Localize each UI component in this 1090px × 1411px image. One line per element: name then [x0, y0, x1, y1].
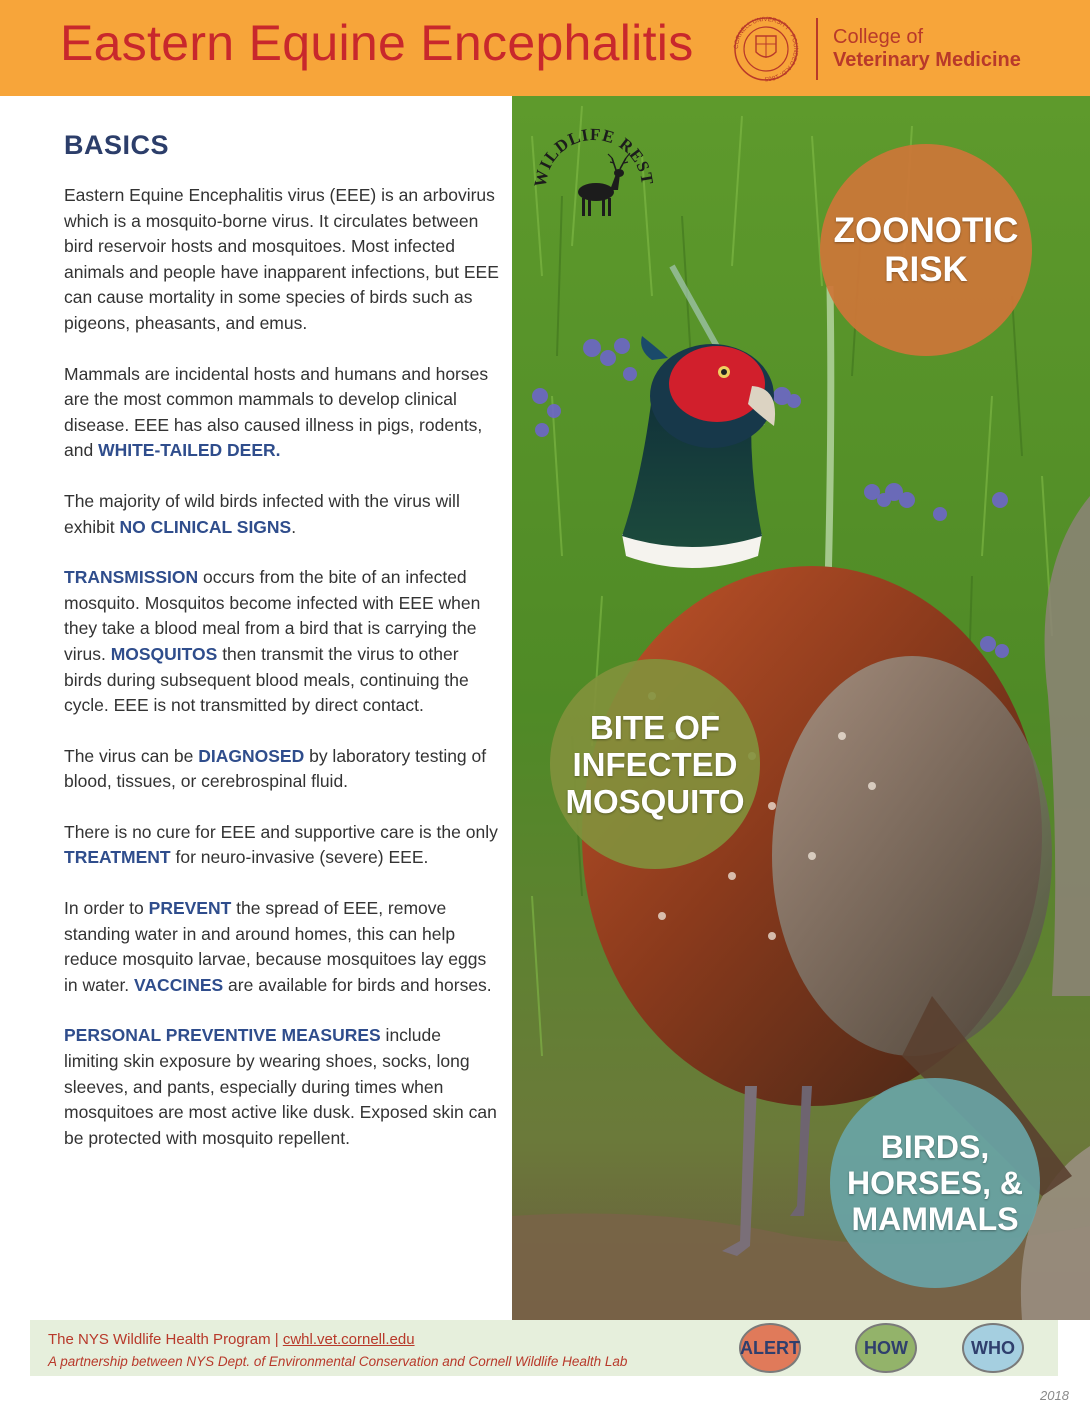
college-label: College of	[833, 26, 924, 48]
text-run: .	[291, 516, 297, 537]
header-divider	[816, 18, 818, 80]
paragraph-wild-birds	[64, 489, 500, 540]
badge-line: INFECTED	[572, 745, 738, 783]
affected-hosts-badge	[830, 1078, 1040, 1288]
badge-line: BIRDS,	[880, 1129, 990, 1165]
badge-line: MAMMALS	[851, 1201, 1019, 1237]
highlight-mosquitos: MOSQUITOS	[110, 643, 218, 664]
paragraph-overview: Eastern Equine Encephalitis virus (EEE) is an arbovirus which is a mosquito-borne virus. It circulates between bird reservoir hosts and mosquitoes. Most infected animals and people have inapparent infections, but EEE can cause mortality in some species of birds such as pigeons, pheasants, and emus.	[64, 185, 499, 333]
badge-line: MOSQUITO	[565, 782, 745, 820]
highlight-diagnosed: DIAGNOSED	[198, 745, 305, 766]
who-button[interactable]: WHO	[962, 1323, 1024, 1373]
paragraph-treatment	[64, 820, 500, 871]
text-run: The virus can be	[64, 745, 199, 766]
paragraph-transmission	[64, 565, 500, 719]
badge-line: ZOONOTIC	[833, 211, 1019, 250]
text-run: In order to	[64, 898, 149, 919]
paragraph-diagnosis	[64, 744, 500, 795]
zoonotic-risk-badge	[820, 144, 1032, 356]
badge-line: HORSES, &	[846, 1165, 1024, 1201]
badge-line: RISK	[884, 250, 968, 289]
cornell-seal-icon	[728, 16, 804, 82]
text-run: include limiting skin exposure by wearing shoes, socks, long sleeves, and pants, especially during times when mosquitoes are most active like dusk. Exposed skin can be protected with mosquito repellent.	[64, 1025, 497, 1148]
how-button[interactable]: HOW	[855, 1323, 917, 1373]
text-run: There is no cure for EEE and supportive care is the only	[64, 821, 498, 842]
text-run: Mammals are incidental hosts and humans and horses are the most common mammals to develop clinical disease. EEE has also caused illness in pigs, rodents, and	[64, 363, 489, 461]
highlight-deer: WHITE-TAILED DEER.	[98, 440, 281, 461]
section-title: BASICS	[64, 130, 170, 160]
college-name: Veterinary Medicine	[833, 49, 1021, 71]
program-name: The NYS Wildlife Health Program |	[48, 1331, 283, 1348]
footer-program	[48, 1331, 415, 1348]
website-link[interactable]: cwhl.vet.cornell.edu	[282, 1331, 415, 1348]
transmission-badge	[550, 659, 760, 869]
text-run: by laboratory testing of blood, tissues, or cerebrospinal fluid.	[64, 745, 487, 792]
svg-text:WILDLIFE RESTORATION	[530, 118, 657, 189]
text-run: The majority of wild birds infected with the virus will exhibit	[64, 490, 460, 537]
paragraph-personal-measures	[64, 1023, 500, 1151]
page-title: Eastern Equine Encephalitis	[60, 15, 694, 71]
alert-button[interactable]: ALERT	[739, 1323, 801, 1373]
highlight-prevent: PREVENT	[148, 898, 232, 919]
highlight-vaccines: VACCINES	[134, 974, 224, 995]
highlight-treatment: TREATMENT	[64, 847, 171, 868]
text-run: then transmit the virus to other birds during subsequent blood meals, continuing the cycle. EEE is not transmitted by direct contact.	[64, 643, 469, 716]
highlight-personal-measures: PERSONAL PREVENTIVE MEASURES	[64, 1025, 381, 1046]
text-run: are available for birds and horses.	[223, 974, 492, 995]
footer-partnership: A partnership between NYS Dept. of Environmental Conservation and Cornell Wildlife Health Lab	[48, 1354, 628, 1369]
text-run: for neuro-invasive (severe) EEE.	[170, 847, 429, 868]
paragraph-mammals	[64, 362, 500, 464]
badge-line: BITE OF	[589, 708, 721, 746]
text-run: occurs from the bite of an infected mosquito. Mosquitos become infected with EEE when they take a blood meal from a bird that is carrying the virus.	[64, 567, 481, 664]
text-run: the spread of EEE, remove standing water in and around homes, this can help reduce mosquito larvae, because mosquitoes lay eggs in water.	[64, 898, 487, 995]
publication-year: 2018	[1040, 1388, 1069, 1403]
wildlife-restoration-logo	[530, 118, 660, 240]
paragraph-prevention	[64, 896, 500, 998]
logo-text: WILDLIFE REST	[530, 124, 658, 189]
highlight-no-signs: NO CLINICAL SIGNS	[119, 516, 292, 537]
seal-text: CORNELL UNIVERSITY · FOUNDED A.D. 1865	[732, 16, 800, 82]
highlight-transmission: TRANSMISSION	[64, 567, 199, 588]
basics-section	[64, 130, 500, 1176]
